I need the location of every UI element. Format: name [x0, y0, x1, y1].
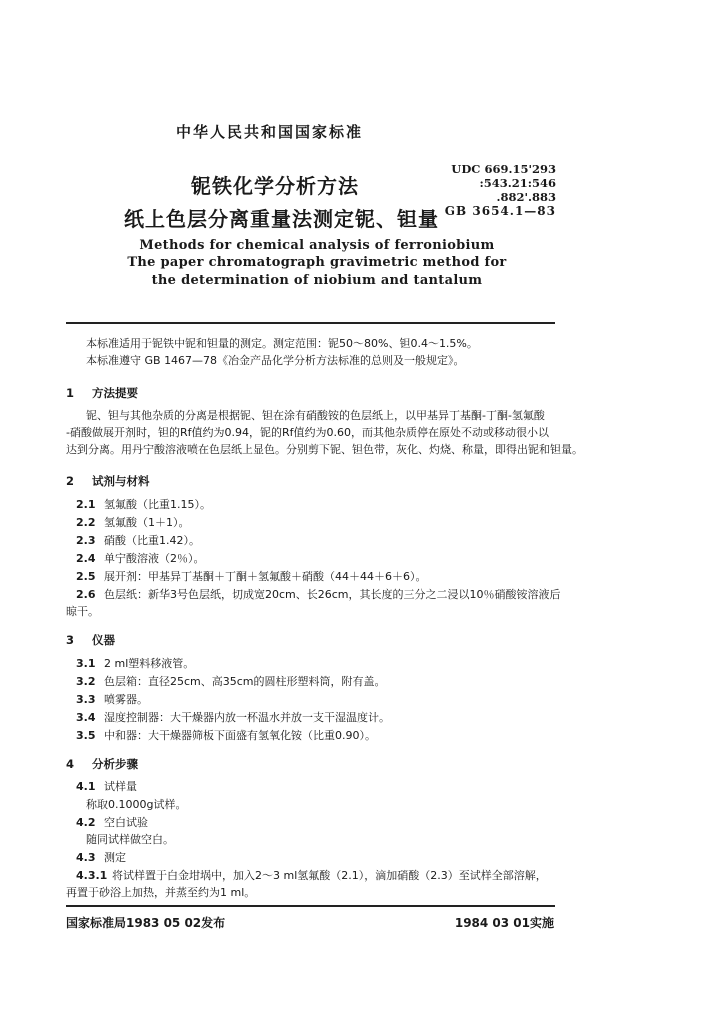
list-item	[76, 551, 205, 566]
title-en-line-1: Methods for chemical analysis of ferroniobium	[139, 238, 495, 253]
item-text: 湿度控制器：大干燥器内放一杯温水并放一支干湿温度计。	[104, 711, 390, 724]
subsection-4-3-1	[76, 868, 547, 883]
item-number: 3.2	[76, 675, 96, 688]
list-item	[76, 569, 427, 584]
item-number: 3.4	[76, 711, 96, 724]
list-item	[76, 656, 194, 671]
subsection-4-2-heading	[76, 815, 148, 830]
item-text: 展开剂：甲基异丁基酮＋丁酮＋氢氟酸＋硝酸（44＋44＋6＋6）。	[104, 570, 427, 583]
item-text: 中和器：大干燥器筛板下面盛有氢氧化铵（比重0.90）。	[104, 729, 376, 742]
item-number: 2.1	[76, 498, 96, 511]
section-2-heading	[66, 473, 150, 489]
bottom-divider	[66, 905, 555, 907]
item-text: 氢氟酸（比重1.15）。	[104, 498, 211, 511]
item-text: 将试样置于白金坩埚中，加入2～3 ml氢氟酸（2.1），滴加硝酸（2.3）至试样全部溶解，	[112, 869, 547, 882]
item-number: 2.2	[76, 516, 96, 529]
intro-compliance: 本标准遵守 GB 1467—78《冶金产品化学分析方法标准的总则及一般规定》。	[86, 354, 465, 367]
item-number: 2.4	[76, 552, 96, 565]
section-title: 试剂与材料	[92, 474, 150, 488]
item-number: 3.3	[76, 693, 96, 706]
udc-code-line-3: .882'.883	[496, 190, 556, 204]
item-text: 2 ml塑料移液管。	[104, 657, 195, 670]
subsection-4-3-1-continuation: 再置于砂浴上加热，并蒸至约为1 ml。	[66, 886, 256, 899]
udc-code-line-1: UDC 669.15'293	[451, 162, 556, 176]
standard-number: GB 3654.1—83	[444, 204, 556, 218]
item-text: 喷雾器。	[104, 693, 148, 706]
intro-scope: 本标准适用于铌铁中铌和钽量的测定。测定范围：铌50～80%、钽0.4～1.5%。	[86, 337, 478, 350]
title-en-line-3: the determination of niobium and tantalum	[151, 273, 483, 288]
item-text: 单宁酸溶液（2％）。	[104, 552, 205, 565]
section-1-para-line-3: 达到分离。用丹宁酸溶液喷在色层纸上显色。分别剪下铌、钽色带，灰化、灼烧、称量，即得出铌和钽量。	[66, 443, 583, 456]
item-number: 4.3.1	[76, 869, 108, 882]
subsection-4-1-text: 称取0.1000g试样。	[86, 798, 187, 811]
section-number: 4	[66, 757, 75, 771]
item-text: 色层纸：新华3号色层纸，切成宽20cm、长26cm，其长度的三分之二浸以10％硝酸铵溶液后	[104, 588, 561, 601]
item-number: 3.1	[76, 657, 96, 670]
list-item	[76, 533, 200, 548]
section-1-heading	[66, 385, 138, 401]
section-1-para-line-2: -硝酸做展开剂时，钽的Rf值约为0.94，铌的Rf值约为0.60，而其他杂质停在原处不动或移动很小以	[66, 426, 549, 439]
section-number: 1	[66, 386, 75, 400]
title-en-line-2: The paper chromatograph gravimetric method for	[127, 255, 507, 270]
section-4-heading	[66, 756, 138, 772]
section-number: 2	[66, 474, 75, 488]
subsection-4-2-text: 随同试样做空白。	[86, 833, 174, 846]
item-text: 空白试验	[104, 816, 148, 829]
section-3-heading	[66, 632, 115, 648]
list-item	[76, 728, 376, 743]
item-text: 测定	[104, 851, 126, 864]
subsection-4-1-heading	[76, 779, 137, 794]
list-item	[76, 710, 390, 725]
section-number: 3	[66, 633, 75, 647]
section-title: 分析步骤	[92, 757, 138, 771]
item-number: 4.2	[76, 816, 96, 829]
item-text: 硝酸（比重1.42）。	[104, 534, 200, 547]
item-number: 2.5	[76, 570, 96, 583]
item-number: 4.3	[76, 851, 96, 864]
item-number: 4.1	[76, 780, 96, 793]
issue-date: 国家标准局1983 05 02发布	[66, 916, 226, 930]
udc-code-line-2: :543.21:546	[479, 176, 556, 190]
issuing-authority: 中华人民共和国国家标准	[176, 123, 364, 141]
item-text: 色层箱：直径25cm、高35cm的圆柱形塑料筒，附有盖。	[104, 675, 386, 688]
list-item	[76, 587, 561, 602]
list-item-continuation: 晾干。	[66, 605, 99, 618]
item-number: 2.6	[76, 588, 96, 601]
item-text: 氢氟酸（1＋1）。	[104, 516, 190, 529]
item-number: 3.5	[76, 729, 96, 742]
item-number: 2.3	[76, 534, 96, 547]
list-item	[76, 497, 211, 512]
list-item	[76, 674, 386, 689]
section-title: 仪器	[92, 633, 115, 647]
item-text: 试样量	[104, 780, 137, 793]
effective-date: 1984 03 01实施	[454, 916, 554, 930]
subsection-4-3-heading	[76, 850, 126, 865]
list-item	[76, 692, 148, 707]
title-cn-line-2: 纸上色层分离重量法测定铌、钽量	[124, 207, 439, 231]
section-title: 方法提要	[92, 386, 138, 400]
list-item	[76, 515, 190, 530]
section-1-para-line-1: 铌、钽与其他杂质的分离是根据铌、钽在涂有硝酸铵的色层纸上，以甲基异丁基酮-丁酮-氢氟酸	[86, 409, 545, 422]
top-divider	[66, 322, 555, 324]
title-cn-line-1: 铌铁化学分析方法	[191, 174, 359, 198]
